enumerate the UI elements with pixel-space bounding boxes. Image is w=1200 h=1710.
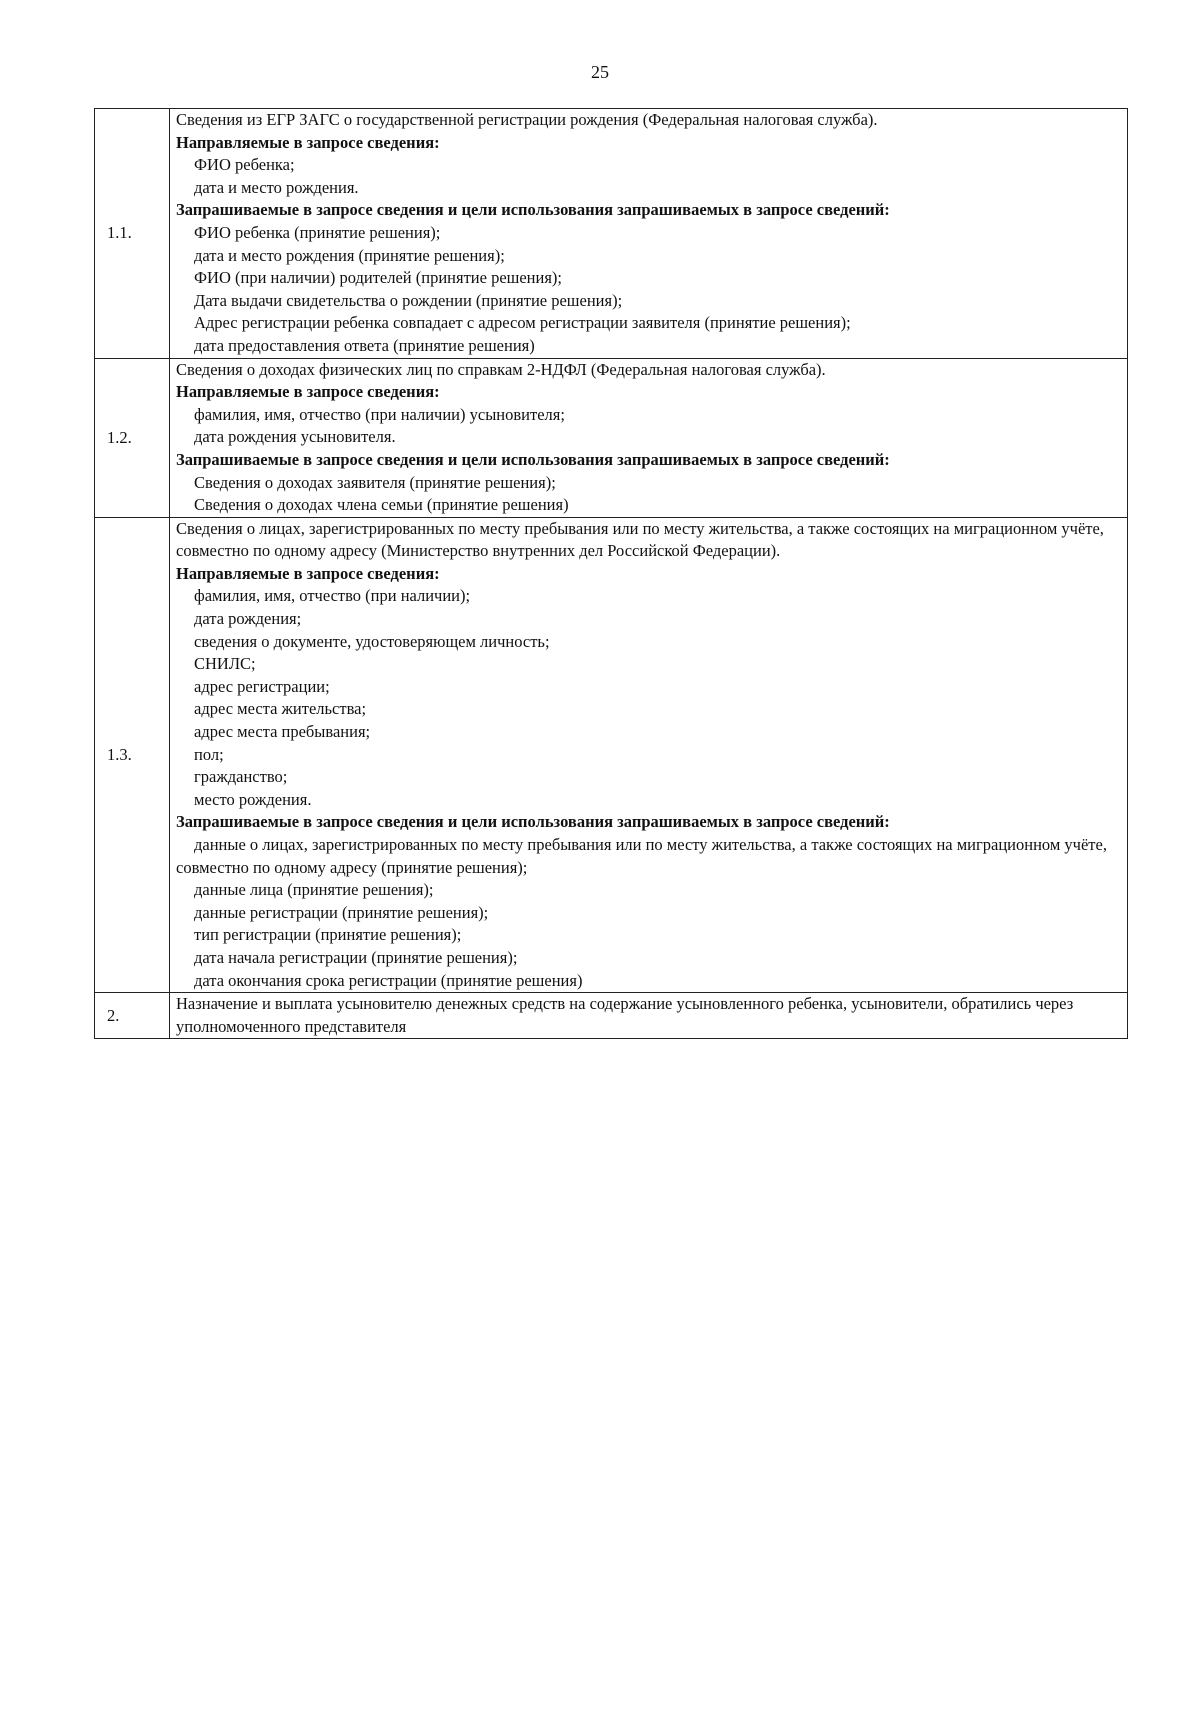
content-line: дата рождения усыновителя. [194,427,396,447]
content-line: Сведения из ЕГР ЗАГС о государственной регистрации рождения (Федеральная налоговая служба). [176,110,878,129]
table-row [95,993,1128,1039]
row-content [170,993,1128,1039]
content-line: данные лица (принятие решения); [194,880,434,900]
section-heading: Запрашиваемые в запросе сведения и цели использования запрашиваемых в запросе сведений: [176,812,890,832]
content-line: место рождения. [194,789,312,809]
section-heading: Запрашиваемые в запросе сведения и цели использования запрашиваемых в запросе сведений: [176,449,890,469]
page-number: 25 [591,62,609,82]
content-line: дата и место рождения (принятие решения); [194,245,505,265]
content-line: дата начала регистрации (принятие решения); [194,947,518,967]
row-number: 1.2. [95,358,170,517]
content-line: Сведения о доходах заявителя (принятие решения); [194,472,556,492]
content-line: Адрес регистрации ребенка совпадает с адресом регистрации заявителя (принятие решения); [194,313,851,333]
content-line: адрес регистрации; [194,676,330,696]
content-line: ФИО ребенка (принятие решения); [194,222,441,242]
row-number: 1.1. [95,109,170,359]
content-line: адрес места жительства; [194,699,367,719]
content-line: дата рождения; [194,609,302,629]
section-heading: Направляемые в запросе сведения: [176,563,440,583]
section-heading: Направляемые в запросе сведения: [176,132,440,152]
content-line: дата предоставления ответа (принятие решения) [194,335,535,355]
content-line: данные регистрации (принятие решения); [194,902,489,922]
content-line: Сведения о лицах, зарегистрированных по месту пребывания или по месту жительства, а также состоящих на миграционном учёте, совместно по одному адресу (Министерство внутренних дел Российской Федерации). [176,518,1104,561]
information-table [94,108,1128,1039]
content-line: дата окончания срока регистрации (принятие решения) [194,970,583,990]
content-line: Дата выдачи свидетельства о рождении (принятие решения); [194,290,623,310]
section-heading: Направляемые в запросе сведения: [176,382,440,402]
content-line: пол; [194,744,224,764]
table-row [95,109,1128,359]
content-line: фамилия, имя, отчество (при наличии); [194,586,471,606]
content-line: дата и место рождения. [194,177,359,197]
content-line: Сведения о доходах члена семьи (принятие решения) [194,495,569,515]
row-number: 2. [95,993,170,1039]
row-number: 1.3. [95,517,170,992]
content-line: сведения о документе, удостоверяющем личность; [194,631,550,651]
table-body [95,109,1128,1039]
content-line: Назначение и выплата усыновителю денежных средств на содержание усыновленного ребенка, усыновители, обратились через уполномоченного представителя [176,994,1074,1036]
content-line: Сведения о доходах физических лиц по справкам 2-НДФЛ (Федеральная налоговая служба). [176,359,826,379]
content-line: адрес места пребывания; [194,722,371,742]
section-heading: Запрашиваемые в запросе сведения и цели использования запрашиваемых в запросе сведений: [176,200,890,220]
content-line: ФИО (при наличии) родителей (принятие решения); [194,268,563,288]
table-row [95,358,1128,517]
content-line: гражданство; [194,767,288,787]
row-content [170,517,1128,992]
row-content [170,109,1128,359]
content-line: фамилия, имя, отчество (при наличии) усыновителя; [194,404,565,424]
content-line: ФИО ребенка; [194,155,295,175]
content-line: тип регистрации (принятие решения); [194,925,462,945]
table-row [95,517,1128,992]
row-content [170,358,1128,517]
content-line: данные о лицах, зарегистрированных по месту пребывания или по месту жительства, а также состоящих на миграционном учёте, совместно по одному адресу (принятие решения); [176,835,1107,877]
content-line: СНИЛС; [194,654,256,674]
